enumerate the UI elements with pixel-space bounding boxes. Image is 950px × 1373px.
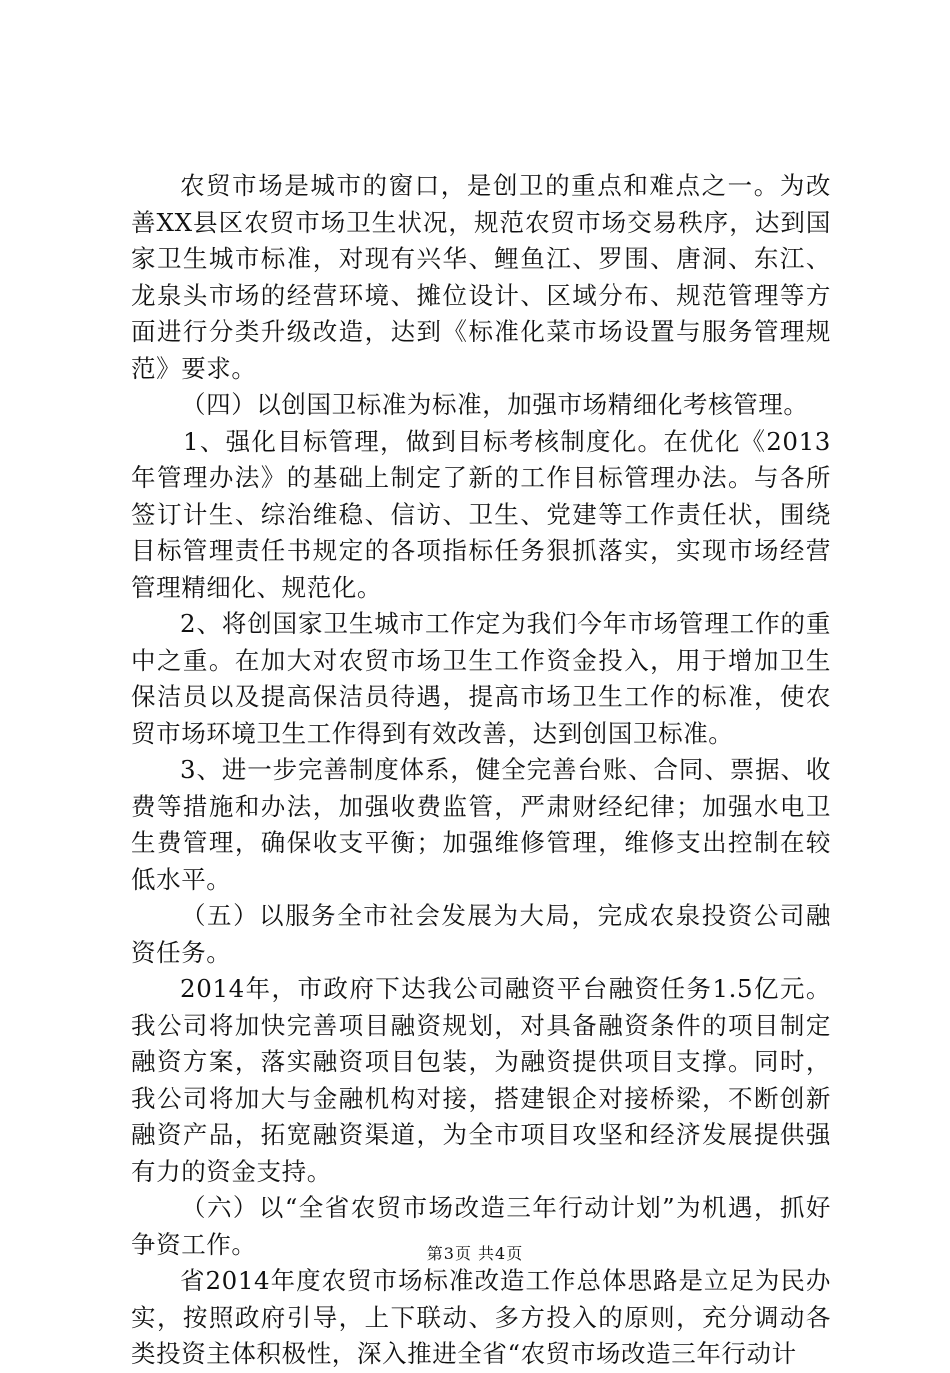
section-heading-4: （四）以创国卫标准为标准，加强市场精细化考核管理。 (181, 390, 809, 419)
paragraph-market-renovation: 农贸市场是城市的窗口，是创卫的重点和难点之一。为改善XX县区农贸市场卫生状况，规范农贸市场交易秩序，达到国家卫生城市标准，对现有兴华、鲤鱼江、罗围、唐洞、东江、龙泉头市场的经营环境、摊位设计、区域分布、规范管理等方面进行分类升级改造，达到《标准化菜市场设置与服务管理规范》要求。 (131, 171, 831, 383)
paragraph-item-2: 2、将创国家卫生城市工作定为我们今年市场管理工作的重中之重。在加大对农贸市场卫生工作资金投入，用于增加卫生保洁员以及提高保洁员待遇，提高市场卫生工作的标准，使农贸市场环境卫生工作得到有效改善，达到创国卫标准。 (131, 609, 831, 748)
page-number-footer: 第3页 共4页 (426, 1244, 524, 1263)
paragraph-financing: 2014年，市政府下达我公司融资平台融资任务1.5亿元。我公司将加快完善项目融资规划，对具备融资条件的项目制定融资方案，落实融资项目包装，为融资提供项目支撑。同时，我公司将加大与金融机构对接，搭建银企对接桥梁，不断创新融资产品，拓宽融资渠道，为全市项目攻坚和经济发展提供强有力的资金支持。 (131, 974, 831, 1186)
section-heading-6: （六）以“全省农贸市场改造三年行动计划”为机遇，抓好争资工作。 (131, 1193, 831, 1259)
paragraph-item-3: 3、进一步完善制度体系，健全完善台账、合同、票据、收费等措施和办法，加强收费监管，严肃财经纪律；加强水电卫生费管理，确保收支平衡；加强维修管理，维修支出控制在较低水平。 (131, 755, 831, 894)
section-heading-5: （五）以服务全市社会发展为大局，完成农泉投资公司融资任务。 (131, 901, 831, 967)
document-body (131, 168, 831, 1373)
paragraph-item-1: 1、强化目标管理，做到目标考核制度化。在优化《2013年管理办法》的基础上制定了新的工作目标管理办法。与各所签订计生、综治维稳、信访、卫生、党建等工作责任状，围绕目标管理责任书规定的各项指标任务狠抓落实，实现市场经营管理精细化、规范化。 (131, 426, 831, 602)
paragraph-provincial-plan: 省2014年度农贸市场标准改造工作总体思路是立足为民办实，按照政府引导，上下联动、多方投入的原则，充分调动各类投资主体积极性，深入推进全省“农贸市场改造三年行动计 (131, 1266, 831, 1368)
